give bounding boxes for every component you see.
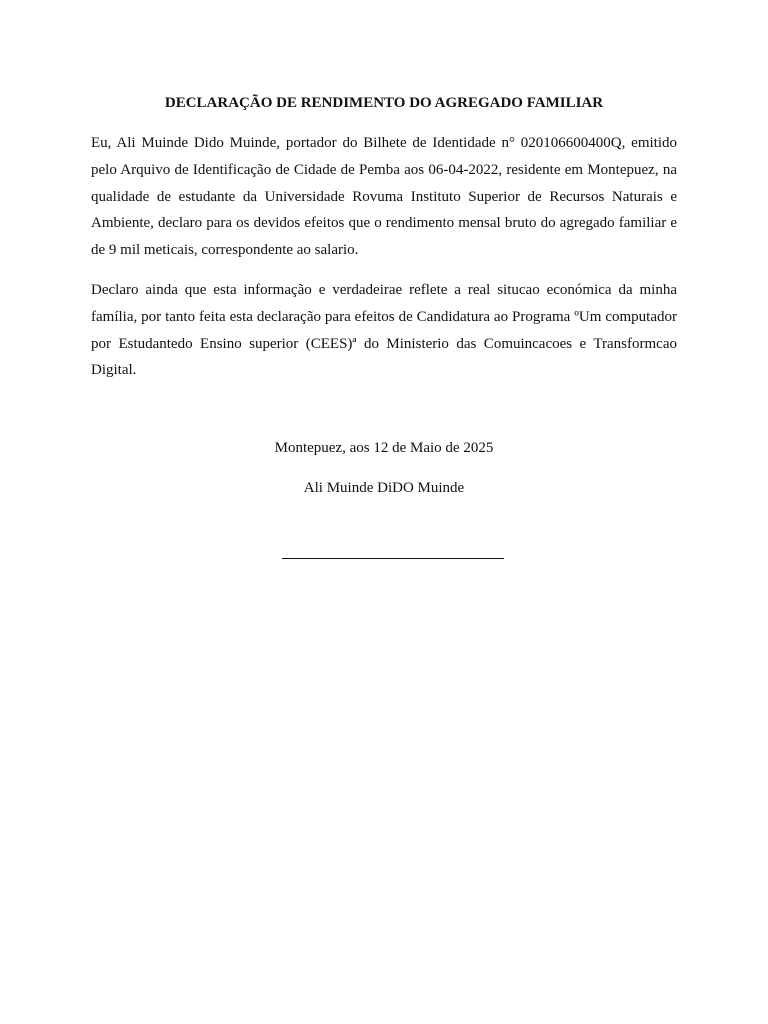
place-and-date: Montepuez, aos 12 de Maio de 2025 (274, 440, 494, 457)
declaration-paragraph-2: Declaro ainda que esta informação e verdadeirae reflete a real situcao económica da minha família, por tanto feita esta declaração para efeitos de Candidatura ao Programa ºUm computador por Estudantedo Ensino superior (CEES)ª do Ministerio das Comuincacoes e Transformcao Digital. (91, 281, 677, 379)
declaration-paragraph-1: Eu, Ali Muinde Dido Muinde, portador do Bilhete de Identidade n° 020106600400Q, emitido pelo Arquivo de Identificação de Cidade de Pemba aos 06-04-2022, residente em Montepuez, na qualidade de estudante da Universidade Rovuma Instituto Superior de Recursos Naturais e Ambiente, declaro para os devidos efeitos que o rendimento mensal bruto do agregado familiar e de 9 mil meticais, correspondente ao salario. (91, 135, 677, 259)
document-title: DECLARAÇÃO DE RENDIMENTO DO AGREGADO FAMILIAR (164, 95, 604, 111)
signature-line (282, 558, 504, 559)
signer-name: Ali Muinde DiDO Muinde (303, 480, 465, 497)
document-body (91, 92, 677, 499)
